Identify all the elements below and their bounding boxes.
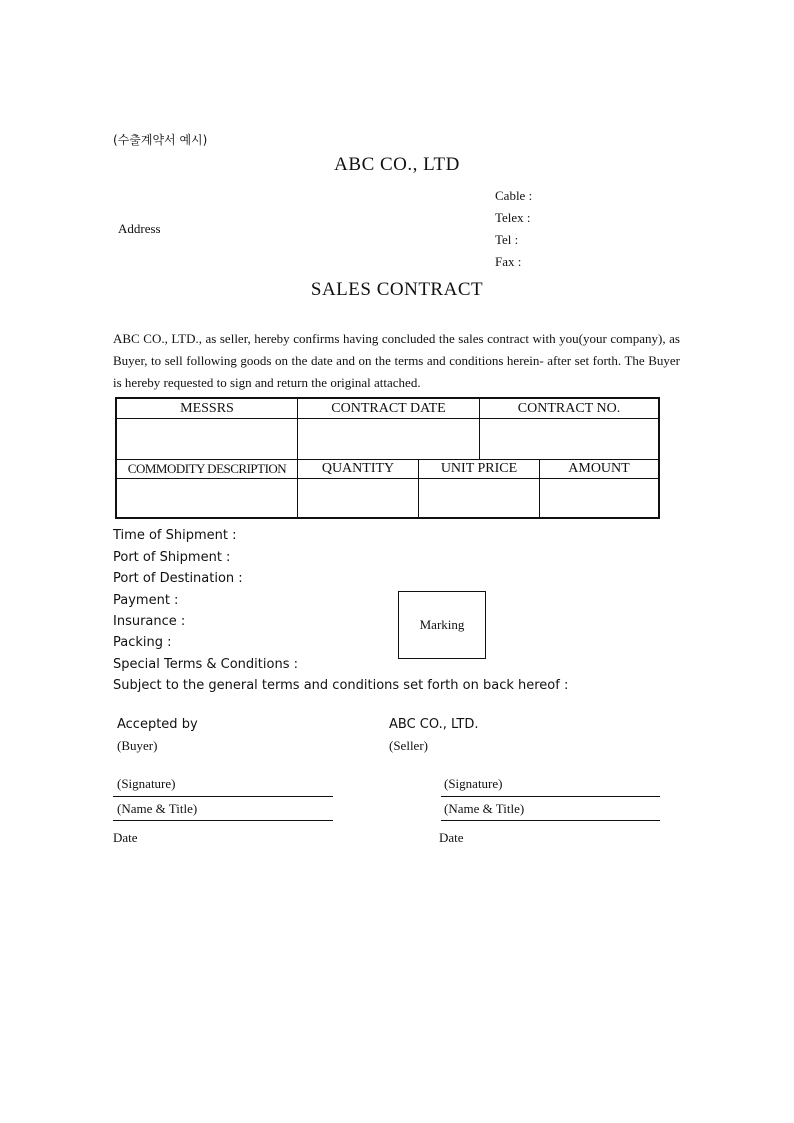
header-messrs: MESSRS: [180, 401, 234, 416]
header-quantity: QUANTITY: [321, 461, 395, 476]
seller-name-title-label: (Name & Title): [444, 801, 525, 816]
header-contract-no: CONTRACT NO.: [517, 401, 621, 416]
document-example-label: (수출계약서 예시): [113, 133, 208, 147]
company-name-title: ABC CO., LTD: [334, 154, 460, 175]
intro-paragraph: ABC CO., LTD., as seller, hereby confirms having concluded the sales contract with you(your company), as Buyer, to sell following goods on the date and on the terms and conditions herein- after set forth. The Buyer is hereby requested to sign and return the original attached.: [113, 331, 680, 390]
accepted-by-label: Accepted by: [117, 717, 198, 732]
seller-signature-line[interactable]: [441, 796, 660, 797]
marking-label: Marking: [419, 617, 465, 632]
time-of-shipment-label: Time of Shipment :: [113, 528, 237, 543]
amount-cell[interactable]: [540, 479, 658, 517]
seller-role-label: (Seller): [389, 738, 428, 753]
header-unit-price: UNIT PRICE: [440, 461, 518, 476]
header-amount: AMOUNT: [568, 461, 630, 476]
address-label: Address: [118, 221, 161, 236]
buyer-date-label: Date: [113, 830, 138, 845]
general-terms-label: Subject to the general terms and conditions set forth on back hereof :: [113, 678, 569, 693]
cable-label: Cable :: [495, 188, 533, 203]
seller-date-label: Date: [439, 830, 464, 845]
packing-label: Packing :: [113, 635, 172, 650]
contract-table: [115, 397, 660, 519]
payment-label: Payment :: [113, 593, 179, 608]
special-terms-label: Special Terms & Conditions :: [113, 657, 298, 672]
port-of-shipment-label: Port of Shipment :: [113, 550, 231, 565]
sales-contract-title: SALES CONTRACT: [310, 279, 484, 300]
buyer-signature-label: (Signature): [117, 776, 176, 791]
marking-box: [398, 591, 486, 659]
seller-company-label: ABC CO., LTD.: [389, 717, 479, 732]
seller-name-title-line[interactable]: [441, 820, 660, 821]
header-commodity-description: COMMODITY DESCRIPTION: [127, 461, 287, 476]
unit-price-cell[interactable]: [419, 479, 539, 517]
port-of-destination-label: Port of Destination :: [113, 571, 243, 586]
telex-label: Telex :: [495, 210, 531, 225]
header-contract-date: CONTRACT DATE: [331, 401, 446, 416]
contract-no-cell[interactable]: [480, 419, 658, 459]
buyer-name-title-line[interactable]: [113, 820, 333, 821]
quantity-cell[interactable]: [298, 479, 418, 517]
commodity-description-cell[interactable]: [117, 479, 297, 517]
buyer-name-title-label: (Name & Title): [117, 801, 198, 816]
tel-label: Tel :: [495, 232, 519, 247]
seller-signature-label: (Signature): [444, 776, 503, 791]
fax-label: Fax :: [495, 254, 522, 269]
buyer-signature-line[interactable]: [113, 796, 333, 797]
buyer-role-label: (Buyer): [117, 738, 158, 753]
contract-date-cell[interactable]: [298, 419, 479, 459]
insurance-label: Insurance :: [113, 614, 186, 629]
messrs-cell[interactable]: [117, 419, 297, 459]
